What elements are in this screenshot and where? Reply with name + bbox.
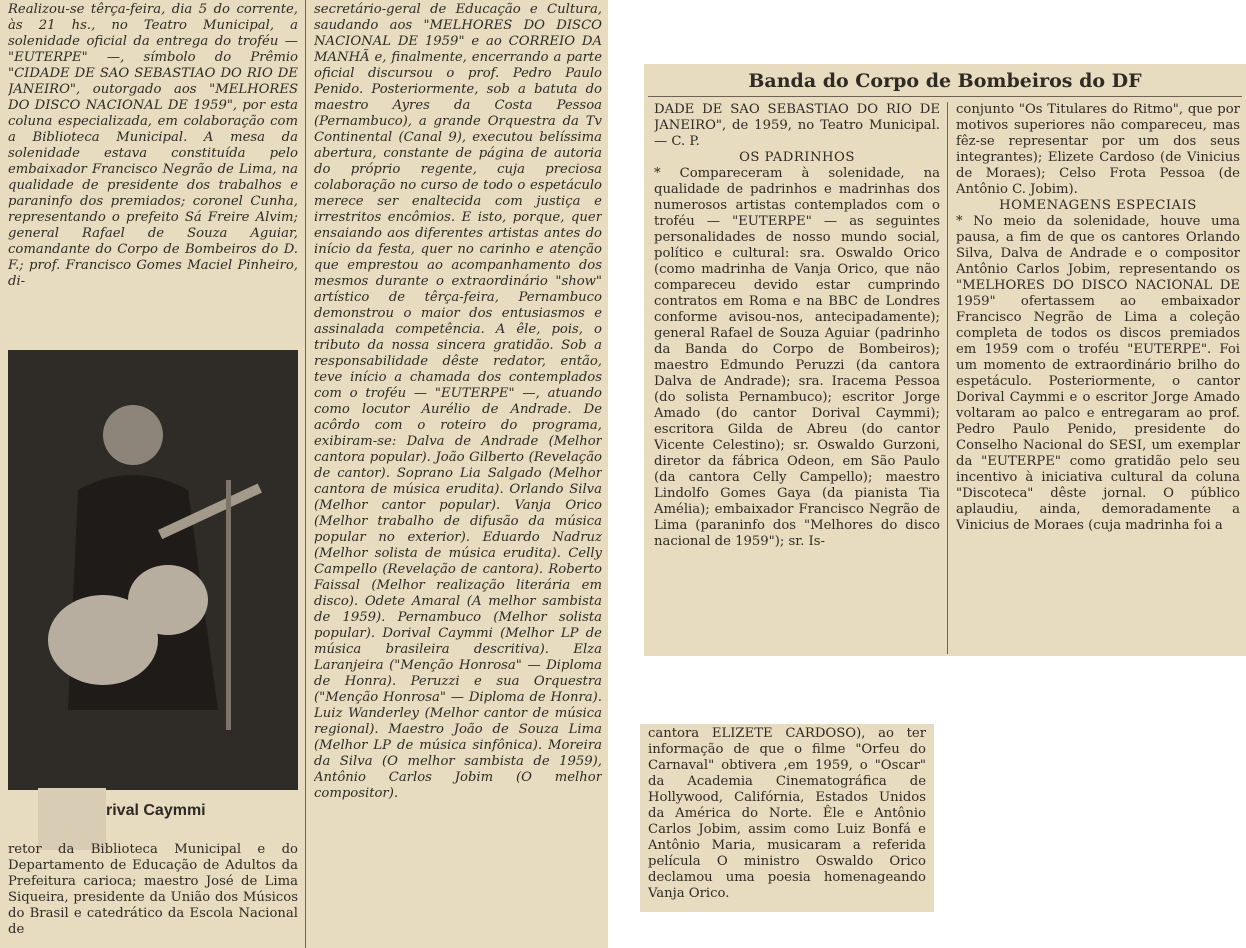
paper-tear — [38, 788, 106, 850]
paragraph: retor da Biblioteca Municipal e do Departamento de Educação de Adultos da Prefeitura carioca; maestro José de Lima Siqueira, presidente da União dos Músicos do Brasil e catedrático da Escola Nacional de — [8, 842, 298, 937]
article-column-1-top — [8, 2, 298, 342]
guitarist-photo — [8, 350, 298, 790]
column-rule — [305, 0, 306, 948]
paragraph: * Compareceram à solenidade, na qualidade de padrinhos e madrinhas dos numerosos artistas contemplados com o troféu — "EUTERPE" — as seguintes personalidades de nosso mundo social, político e cultural: sra. Oswaldo Orico (como madrinha de Vanja Orico, que não compareceu devido estar cumprindo contratos em Roma e na BBC de Londres conforme avisou-nos, antecipadamente); general Rafael de Souza Aguiar (padrinho da Banda do Corpo de Bombeiros); maestro Edmundo Peruzzi (da cantora Dalva de Andrade); sra. Iracema Pessoa (do solista Pernambuco); escritor Jorge Amado (do cantor Dorival Caymmi); escritora Gilda de Abreu (do cantor Vicente Celestino); sr. Oswaldo Gurzoni, diretor da fábrica Odeon, em São Paulo (da cantora Celly Campello); maestro Lindolfo Gomes Gaya (da pianista Tia Amélia); embaixador Francisco Negrão de Lima (paraninfo dos "Melhores do disco nacional de 1959"); sr. Is- — [654, 166, 940, 549]
column-rule — [947, 102, 948, 654]
headline: Banda do Corpo de Bombeiros do DF — [748, 70, 1142, 92]
article-column-2 — [956, 102, 1240, 654]
paragraph: secretário-geral de Educação e Cultura, saudando aos "MELHORES DO DISCO NACIONAL DE 1959" e ao CORREIO DA MANHÃ e, finalmente, encerrando a parte oficial discursou o prof. Pedro Paulo Penido. Posteriormente, sob a batuta do maestro Ayres da Costa Pessoa (Pernambuco), a grande Orquestra da Tv Continental (Canal 9), executou belíssima abertura, constante de página de autoria do próprio regente, cuja preciosa colaboração no curso de todo o espetáculo merece ser enaltecida com justiça e irrestritos encômios. E isto, porque, quer ensaiando aos diferentes artistas antes do início da festa, quer no carinho e atenção que emprestou ao acompanhamento dos mesmos durante o extraordinário "show" artístico de têrça-feira, Pernambuco demonstrou o maior dos entusiasmos e assinalada competência. A êle, pois, o tributo da nossa sincera gratidão. Sob a responsabilidade dêste redator, então, teve início a chamada dos contemplados com o troféu — "EUTERPE" —, atuando como locutor Aurélio de Andrade. De acôrdo com o roteiro do programa, exibiram-se: Dalva de Andrade (Melhor cantora popular). João Gilberto (Revelação de cantor). Soprano Lia Salgado (Melhor cantora de música erudita). Orlando Silva (Melhor cantor popular). Vanja Orico (Melhor trabalho de difusão da música popular no exterior). Eduardo Nadruz (Melhor solista de música erudita). Celly Campello (Revelação de cantora). Roberto Faissal (Melhor realização literária em disco). Odete Amaral (A melhor sambista de 1959). Pernambuco (Melhor solista popular). Dorival Caymmi (Melhor LP de música brasileira descritiva). Elza Laranjeira ("Menção Honrosa" — Diploma de Honra). Peruzzi e sua Orquestra ("Menção Honrosa" — Diploma de Honra). Luiz Wanderley (Melhor cantor de música regional). Maestro João de Souza Lima (Melhor LP de música sinfônica). Moreira da Silva (O melhor sambista de 1959), Antônio Carlos Jobim (O melhor compositor). — [314, 2, 602, 801]
paragraph: conjunto "Os Titulares do Ritmo", que por motivos superiores não compareceu, mas fêz-se representar por um dos seus integrantes); Elizete Cardoso (de Vinicius de Moraes); Celso Frota Pessoa (de Antônio C. Jobim). — [956, 102, 1240, 197]
clipping-right — [644, 64, 1246, 656]
paragraph: cantora ELIZETE CARDOSO), ao ter informação de que o filme "Orfeu do Carnaval" obtivera ,em 1959, o "Oscar" da Academia Cinematográfica de Hollywood, Califórnia, Estados Unidos da América do Norte. Êle e Antônio Carlos Jobim, assim como Luiz Bonfá e Antônio Maria, musicaram a referida película O ministro Oswaldo Orico declamou uma poesia homenageando Vanja Orico. — [648, 726, 926, 901]
article-column-1-bottom — [8, 842, 298, 946]
subhead-homenagens: HOMENAGENS ESPECIAIS — [999, 198, 1197, 213]
headline-rule — [648, 96, 1242, 97]
paragraph: Realizou-se têrça-feira, dia 5 do corrente, às 21 hs., no Teatro Municipal, a solenidade oficial da entrega do troféu — "EUTERPE" —, símbolo do Prêmio "CIDADE DE SAO SEBASTIAO DO RIO DE JANEIRO", outorgado aos "MELHORES DO DISCO NACIONAL DE 1959", por esta coluna especializada, em colaboração com a Biblioteca Municipal. A mesa da solenidade estava constituída pelo embaixador Francisco Negrão de Lima, na qualidade de presidente dos trabalhos e paraninfo dos premiados; coronel Cunha, representando o prefeito Sá Freire Alvim; general Rafael de Souza Aguiar, comandante do Corpo de Bombeiros do D. F.; prof. Francisco Gomes Maciel Pinheiro, di- — [8, 2, 298, 289]
article-fragment — [648, 726, 926, 912]
paragraph: * No meio da solenidade, houve uma pausa, a fim de que os cantores Orlando Silva, Dalva de Andrade e o compositor Antônio Carlos Jobim, representando os "MELHORES DO DISCO NACIONAL DE 1959" ofertassem ao embaixador Francisco Negrão de Lima a coleção completa de todos os discos premiados em 1959 com o troféu "EUTERPE". Foi um momento de extraordinário brilho do espetáculo. Posteriormente, o cantor Dorival Caymmi e o escritor Jorge Amado voltaram ao palco e entregaram ao prof. Pedro Paulo Penido, presidente do Conselho Nacional do SESI, um exemplar da "EUTERPE" como gratidão pelo seu incentivo à iniciativa cultural da coluna "Discoteca" dêste jornal. O público aplaudiu, ainda, demoradamente a Vinicius de Moraes (cuja madrinha foi a — [956, 214, 1240, 533]
photo-caption: rival Caymmi — [106, 802, 206, 819]
paragraph: DADE DE SAO SEBASTIAO DO RIO DE JANEIRO", de 1959, no Teatro Municipal. — C. P. — [654, 102, 940, 149]
clipping-left — [0, 0, 608, 948]
article-column-2 — [314, 2, 602, 946]
subhead-padrinhos: OS PADRINHOS — [739, 150, 855, 165]
article-column-1 — [654, 102, 940, 654]
clipping-small — [640, 724, 934, 912]
photo-dorival-caymmi — [8, 350, 298, 790]
